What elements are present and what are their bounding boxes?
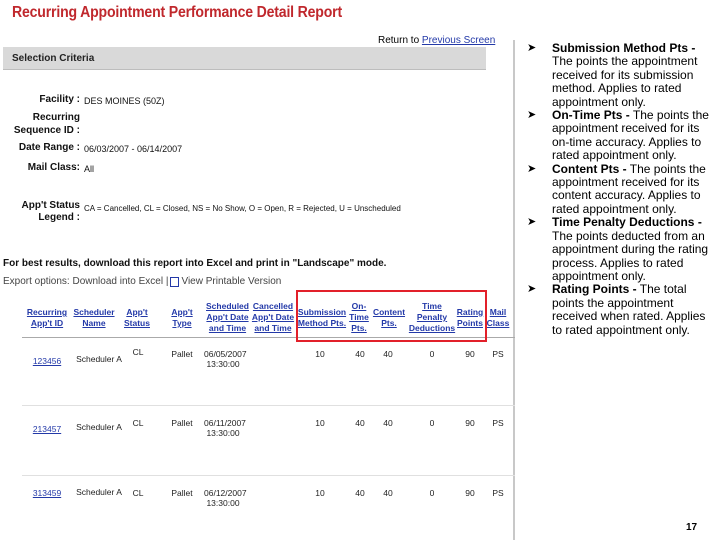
bullet-rating-points [527, 283, 717, 337]
col-scheduler-name[interactable]: Scheduler Name [73, 307, 115, 328]
row2-penalty: 0 [429, 418, 435, 428]
facility-value: DES MOINES (50Z) [84, 96, 165, 106]
row1-penalty: 0 [429, 349, 435, 359]
legend-label: Legend : [38, 212, 80, 223]
bullet-text: The points the appointment received for its content accuracy. Applies to rated appointment only. [552, 161, 706, 216]
bullet-time-penalty [527, 216, 717, 283]
sequence-id-label: Sequence ID : [13, 125, 80, 136]
col-on-time[interactable]: On-Time Pts. [349, 301, 369, 333]
return-link-area [378, 35, 495, 46]
report-title: Recurring Appointment Performance Detail Report [12, 4, 342, 21]
legend-value: CA = Cancelled, CL = Closed, NS = No Show, O = Open, R = Rejected, U = Unscheduled [84, 204, 401, 213]
bullet-text: The points the appointment received for its submission method. Applies to rated appointment only. [552, 54, 698, 109]
previous-screen-link[interactable]: Previous Screen [421, 35, 496, 46]
bullet-term: On-Time Pts - [552, 108, 630, 123]
page-number: 17 [686, 522, 698, 533]
row3-penalty: 0 [429, 488, 435, 498]
row1-status: CL [132, 347, 144, 357]
row3-type: Pallet [171, 488, 193, 498]
row1-type: Pallet [171, 349, 193, 359]
date-range-label: Date Range : [18, 142, 80, 153]
row1-id[interactable]: 123456 [32, 356, 62, 366]
bullet-term: Content Pts - [552, 161, 627, 176]
export-options [3, 276, 281, 287]
page-divider [513, 40, 515, 540]
best-results-note: For best results, download this report into Excel and print in "Landscape" mode. [3, 258, 387, 269]
bullet-term: Rating Points - [552, 282, 637, 297]
arrow-bullet-icon: ➤ [527, 216, 537, 229]
arrow-bullet-icon: ➤ [527, 283, 537, 296]
definition-list [527, 42, 717, 337]
row2-type: Pallet [171, 418, 193, 428]
row3-mail-class: PS [492, 488, 504, 498]
facility-label: Facility : [39, 94, 80, 105]
row2-status: CL [132, 418, 144, 428]
row2-scheduler: Scheduler A [76, 422, 122, 432]
col-rating-points[interactable]: Rating Points [456, 307, 484, 328]
selection-criteria-heading: Selection Criteria [12, 53, 95, 64]
row3-id[interactable]: 313459 [32, 488, 62, 498]
arrow-bullet-icon: ➤ [527, 109, 537, 122]
col-time-penalty[interactable]: Time Penalty Deductions [408, 301, 456, 333]
col-cancelled-date[interactable]: Cancelled App't Date and Time [251, 301, 295, 333]
col-content[interactable]: Content Pts. [372, 307, 406, 328]
row1-content: 40 [383, 349, 393, 359]
export-options-text[interactable]: Export options: Download into Excel | [3, 276, 169, 287]
row-separator [22, 475, 515, 476]
row3-ontime: 40 [355, 488, 365, 498]
row1-mail-class: PS [492, 349, 504, 359]
row3-status: CL [132, 488, 144, 498]
bullet-text: The total points the appointment received when rated. Applies to rated appointment only. [552, 282, 706, 337]
bullet-term: Time Penalty Deductions - [552, 215, 702, 230]
arrow-bullet-icon: ➤ [527, 42, 537, 54]
row1-rating: 90 [465, 349, 475, 359]
printer-icon [170, 277, 179, 287]
arrow-bullet-icon: ➤ [527, 162, 537, 175]
row2-ontime: 40 [355, 418, 365, 428]
col-submission-method[interactable]: Submission Method Pts. [297, 307, 347, 328]
mail-class-value: All [84, 164, 95, 174]
row1-submission: 10 [315, 349, 325, 359]
recurring-label: Recurring [32, 112, 80, 123]
row1-scheduled: 06/05/2007 13:30:00 [204, 349, 247, 369]
bullet-term: Submission Method Pts - [552, 41, 696, 55]
bullet-text: The points the appointment received for its on-time accuracy. Applies to rated appointment only. [552, 108, 709, 163]
col-appt-type[interactable]: App't Type [171, 307, 193, 328]
row2-scheduled: 06/11/2007 13:30:00 [204, 418, 246, 438]
bullet-submission-method [527, 42, 717, 109]
col-appt-status[interactable]: App't Status [124, 307, 150, 328]
appt-status-label: App't Status [21, 200, 80, 211]
row2-id[interactable]: 213457 [32, 424, 62, 434]
row-separator [22, 405, 515, 406]
row3-submission: 10 [315, 488, 325, 498]
row3-scheduled: 06/12/2007 13:30:00 [204, 488, 247, 508]
col-mail-class[interactable]: Mail Class [486, 307, 510, 328]
col-scheduled-date[interactable]: Scheduled App't Date and Time [206, 301, 249, 333]
return-prefix: Return to [378, 35, 420, 46]
row3-content: 40 [383, 488, 393, 498]
mail-class-label: Mail Class: [27, 162, 80, 173]
row3-scheduler: Scheduler A [76, 487, 122, 497]
row1-scheduler: Scheduler A [76, 354, 122, 364]
row2-submission: 10 [315, 418, 325, 428]
row2-mail-class: PS [492, 418, 504, 428]
bullet-on-time [527, 109, 717, 163]
printable-version-link[interactable]: View Printable Version [181, 276, 282, 287]
bullet-content [527, 163, 717, 217]
bullet-text: The points deducted from an appointment during the rating process. Applies to rated appointment only. [552, 228, 709, 283]
row2-content: 40 [383, 418, 393, 428]
highlight-box [296, 290, 487, 342]
row1-ontime: 40 [355, 349, 365, 359]
row2-rating: 90 [465, 418, 475, 428]
row3-rating: 90 [465, 488, 475, 498]
date-range-value: 06/03/2007 - 06/14/2007 [84, 144, 183, 154]
col-recurring-id[interactable]: Recurring App't ID [26, 307, 68, 328]
selection-criteria-bar [3, 47, 486, 70]
